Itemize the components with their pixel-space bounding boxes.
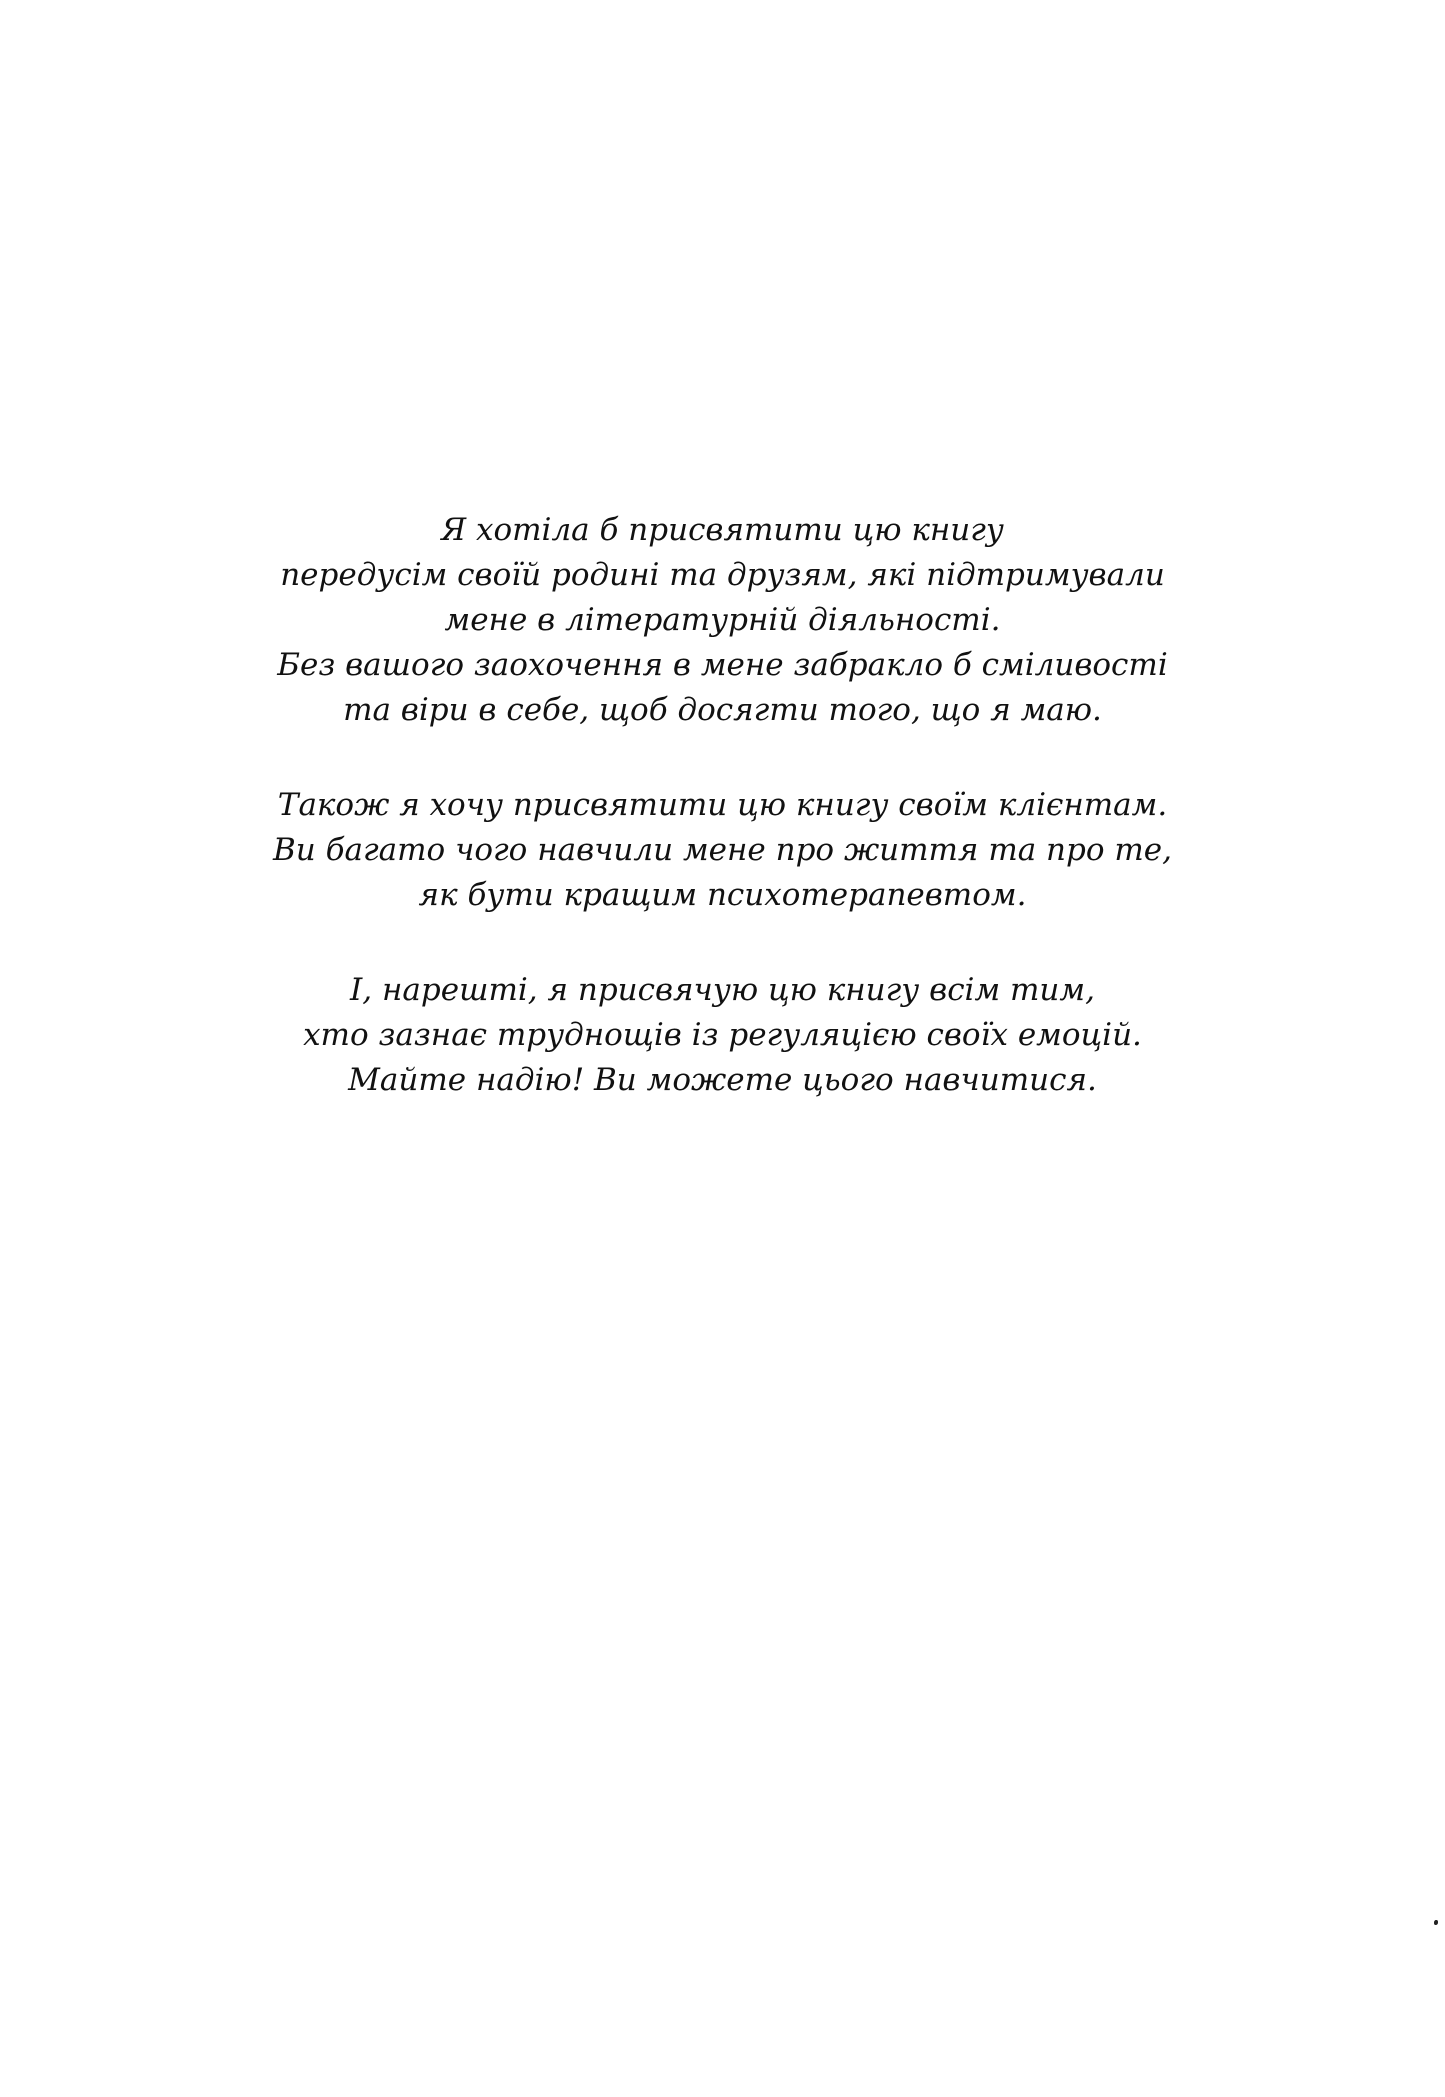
- dedication-line: Також я хочу присвятити цю книгу своїм клієнтам.: [277, 787, 1168, 823]
- dedication-text: [0, 508, 1445, 1153]
- dedication-paragraph-family: [0, 508, 1445, 733]
- dedication-line: Без вашого заохочення в мене забракло б сміливості: [277, 647, 1168, 683]
- scan-artifact-speck: [1434, 1920, 1438, 1925]
- dedication-line: І, нарешті, я присвячую цю книгу всім тим,: [350, 972, 1095, 1008]
- dedication-line: як бути кращим психотерапевтом.: [418, 877, 1027, 913]
- dedication-line: Ви багато чого навчили мене про життя та про те,: [273, 832, 1172, 868]
- dedication-line: Майте надію! Ви можете цього навчитися.: [348, 1062, 1097, 1098]
- dedication-line: Я хотіла б присвятити цю книгу: [441, 512, 1004, 548]
- dedication-paragraph-clients: [0, 783, 1445, 918]
- dedication-paragraph-readers: [0, 968, 1445, 1103]
- dedication-line: мене в літературній діяльності.: [444, 602, 1001, 638]
- dedication-line: передусім своїй родині та друзям, які підтримували: [280, 557, 1165, 593]
- dedication-line: хто зазнає труднощів із регуляцією своїх емоцій.: [303, 1017, 1142, 1053]
- dedication-line: та віри в себе, щоб досягти того, що я маю.: [343, 692, 1102, 728]
